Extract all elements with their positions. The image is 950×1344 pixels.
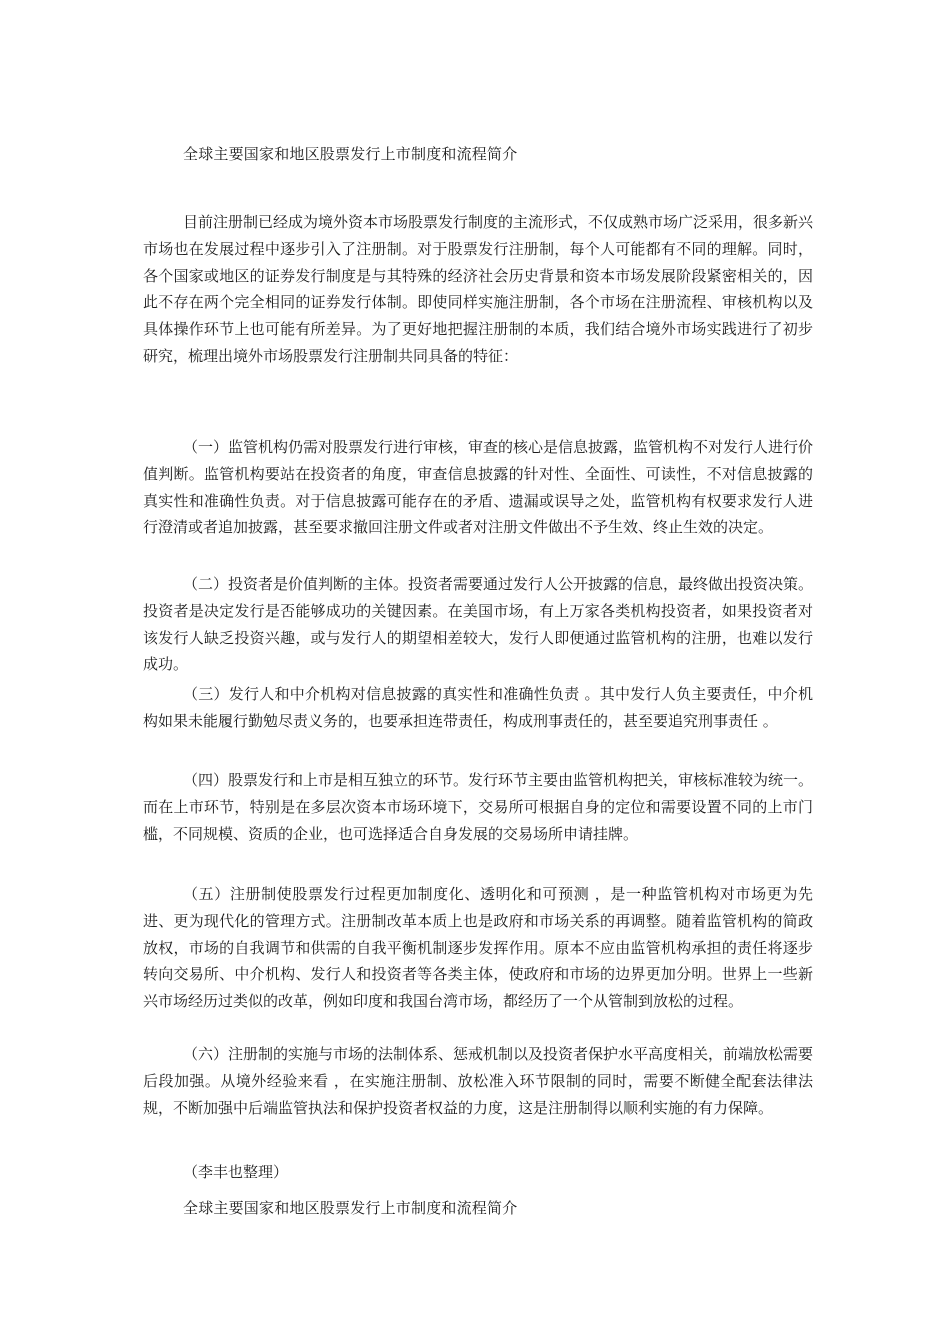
repeated-title: 全球主要国家和地区股票发行上市制度和流程简介 <box>183 1199 518 1217</box>
feature-paragraph-6: （六）注册制的实施与市场的法制体系、惩戒机制以及投资者保护水平高度相关，前端放松需要后段加强。从境外经验来看 ，在实施注册制、放松准入环节限制的同时，需要不断健全配套法律法规，不断加强中后端监管执法和保护投资者权益的力度，这是注册制得以顺利实施的有力保障。 <box>143 1045 814 1117</box>
feature-paragraph-3: （三）发行人和中介机构对信息披露的真实性和准确性负责 。其中发行人负主要责任，中介机构如果未能履行勤勉尽责义务的，也要承担连带责任，构成刑事责任的，甚至要追究刑事责任 。 <box>143 685 813 730</box>
intro-paragraph: 目前注册制已经成为境外资本市场股票发行制度的主流形式，不仅成熟市场广泛采用，很多新兴市场也在发展过程中逐步引入了注册制。对于股票发行注册制，每个人可能都有不同的理解。同时，各个国家或地区的证券发行制度是与其特殊的经济社会历史背景和资本市场发展阶段紧密相关的，因此不存在两个完全相同的证券发行体制。即使同样实施注册制，各个市场在注册流程、审核机构以及具体操作环节上也可能有所差异。为了更好地把握注册制的本质，我们结合境外市场实践进行了初步研究，梳理出境外市场股票发行注册制共同具备的特征： <box>143 213 814 365</box>
feature-paragraph-2: （二）投资者是价值判断的主体。投资者需要通过发行人公开披露的信息，最终做出投资决策。投资者是决定发行是否能够成功的关键因素。在美国市场，有上万家各类机构投资者，如果投资者对该发行人缺乏投资兴趣，或与发行人的期望相差较大，发行人即便通过监管机构的注册，也难以发行成功。 <box>143 575 814 674</box>
document-title: 全球主要国家和地区股票发行上市制度和流程简介 <box>183 145 518 163</box>
feature-paragraph-1: （一）监管机构仍需对股票发行进行审核，审查的核心是信息披露，监管机构不对发行人进行价值判断。监管机构要站在投资者的角度，审查信息披露的针对性、全面性、可读性，不对信息披露的真实性和准确性负责。对于信息披露可能存在的矛盾、遗漏或误导之处，监管机构有权要求发行人进行澄清或者追加披露，甚至要求撤回注册文件或者对注册文件做出不予生效、终止生效的决定。 <box>143 438 814 537</box>
feature-paragraph-5: （五）注册制使股票发行过程更加制度化、透明化和可预测 ，是一种监管机构对市场更为先进、更为现代化的管理方式。注册制改革本质上也是政府和市场关系的再调整。随着监管机构的简政放权，市场的自我调节和供需的自我平衡机制逐步发挥作用。原本不应由监管机构承担的责任将逐步转向交易所、中介机构、发行人和投资者等各类主体，使政府和市场的边界更加分明。世界上一些新兴市场经历过类似的改革，例如印度和我国台湾市场，都经历了一个从管制到放松的过程。 <box>143 885 813 1011</box>
author-credit: （李丰也整理） <box>183 1163 289 1181</box>
feature-paragraph-4: （四）股票发行和上市是相互独立的环节。发行环节主要由监管机构把关，审核标准较为统一。而在上市环节，特别是在多层次资本市场环境下，交易所可根据自身的定位和需要设置不同的上市门槛，不同规模、资质的企业，也可选择适合自身发展的交易场所申请挂牌。 <box>143 771 814 843</box>
